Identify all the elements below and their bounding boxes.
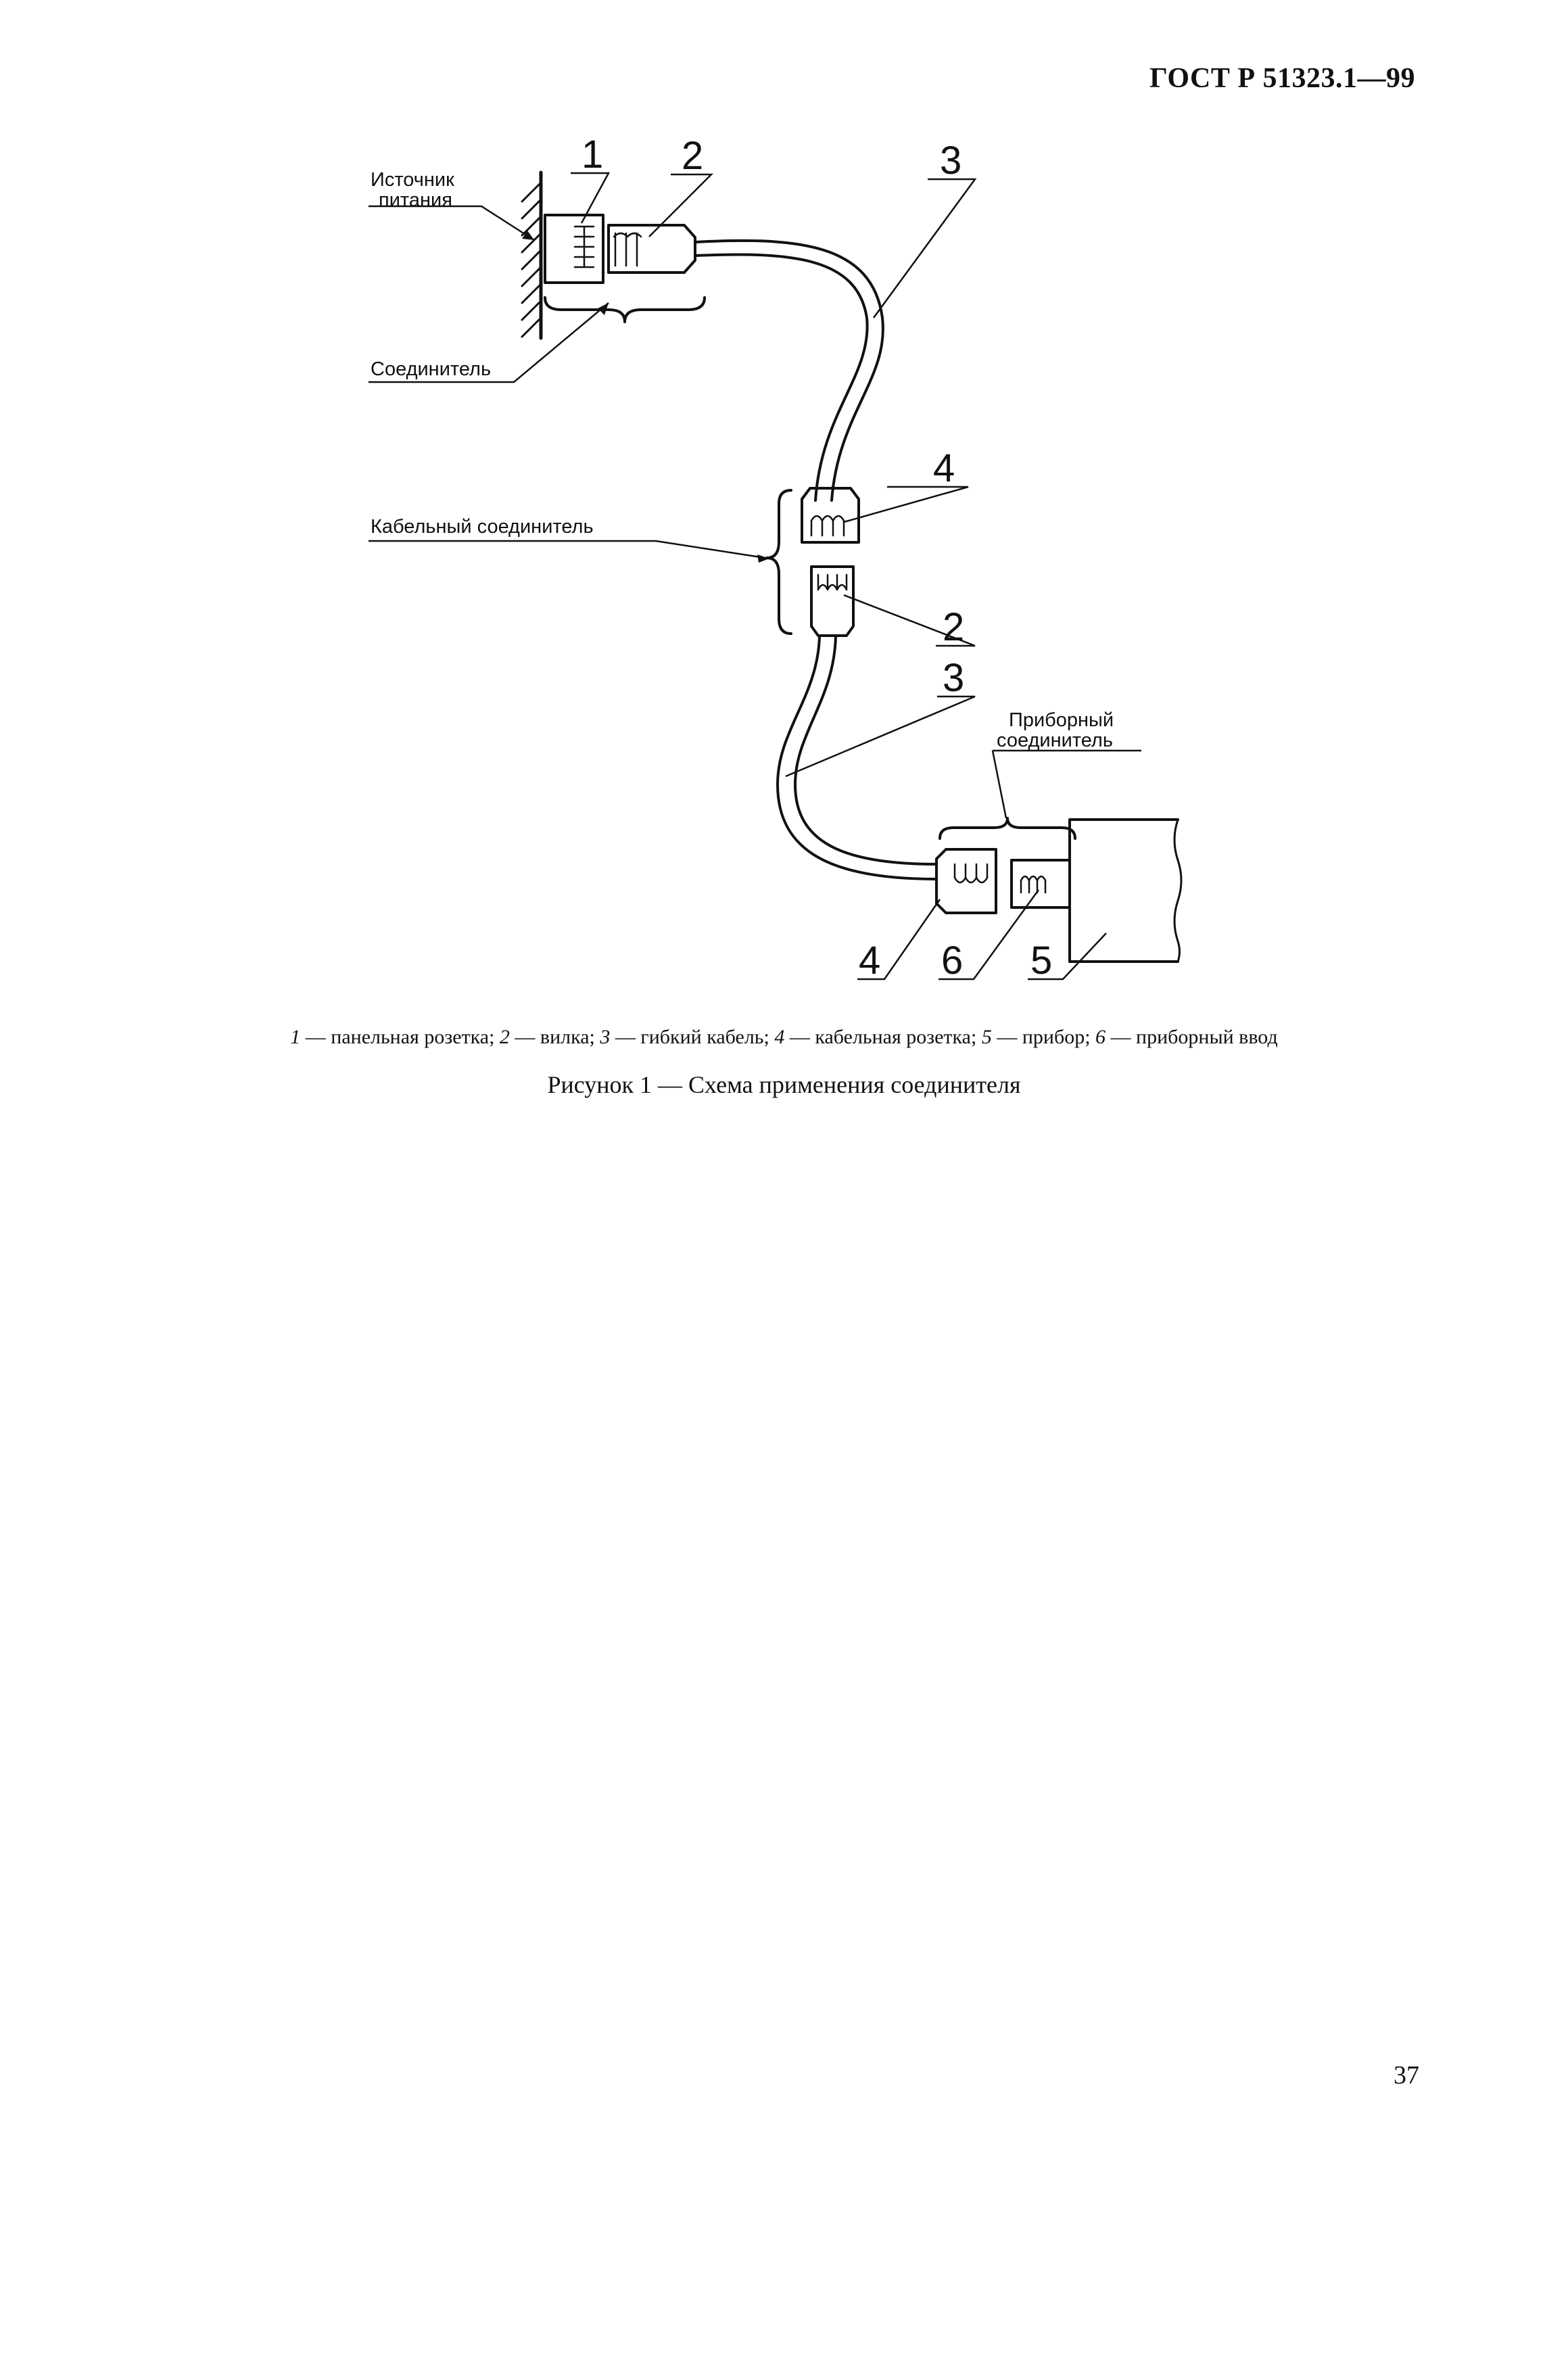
legend-key-5: 5 — [981, 1026, 992, 1048]
legend-key-1: 1 — [290, 1026, 301, 1048]
legend-text-6: приборный ввод — [1136, 1026, 1278, 1048]
connector-bracket-top — [545, 298, 705, 322]
callout-5: 5 — [1030, 939, 1053, 983]
appliance-connector-bracket — [940, 818, 1075, 839]
callout-4-bottom: 4 — [859, 939, 881, 983]
leader-lines — [369, 173, 1141, 979]
callout-4-middle: 4 — [933, 446, 955, 490]
panel-socket-1 — [545, 215, 603, 283]
legend-text-3: гибкий кабель — [640, 1026, 764, 1048]
label-cable-connector: Кабельный соединитель — [371, 516, 594, 538]
diagram-canvas — [0, 0, 1568, 1014]
callout-2-middle: 2 — [943, 605, 965, 649]
wall-hatching — [522, 172, 541, 338]
callout-3-top: 3 — [940, 139, 962, 183]
cable-socket-4-middle — [802, 488, 859, 542]
cable-connector-bracket — [767, 490, 791, 634]
legend-text-5: прибор — [1022, 1026, 1085, 1048]
callout-2-top: 2 — [682, 134, 704, 178]
label-appliance-connector-line1: Приборный — [1009, 709, 1114, 731]
label-connector: Соединитель — [371, 358, 492, 380]
cable-3-top — [695, 241, 883, 500]
callout-1: 1 — [581, 133, 604, 176]
callout-6: 6 — [941, 939, 964, 983]
cable-3-bottom — [778, 636, 936, 879]
legend-text-4: кабельная розетка — [815, 1026, 971, 1048]
plug-2-middle — [811, 567, 853, 636]
label-appliance-connector-line2: соединитель — [997, 730, 1113, 751]
document-number: ГОСТ Р 51323.1—99 — [1149, 63, 1415, 94]
legend-key-6: 6 — [1095, 1026, 1106, 1048]
connector-application-diagram — [0, 0, 1568, 1014]
legend-text-1: панельная розетка — [331, 1026, 490, 1048]
figure-caption: Рисунок 1 — Схема применения соединителя — [547, 1071, 1021, 1098]
appliance-5 — [1070, 820, 1181, 962]
figure-legend: 1 — панельная розетка; 2 — вилка; 3 — гибкий кабель; 4 — кабельная розетка; 5 — прибор; 6 — приборный ввод — [290, 1026, 1278, 1048]
legend-text-2: вилка — [540, 1026, 590, 1048]
legend-key-2: 2 — [499, 1026, 510, 1048]
arrowheads — [522, 231, 769, 563]
label-power-source-line1: Источник — [371, 169, 454, 191]
legend-key-3: 3 — [600, 1026, 611, 1048]
callout-3-middle: 3 — [943, 656, 965, 700]
appliance-inlet-6 — [1012, 860, 1070, 907]
plug-2-top — [609, 225, 695, 273]
legend-key-4: 4 — [774, 1026, 785, 1048]
cable-socket-4-bottom — [936, 849, 996, 913]
page-number: 37 — [1394, 2061, 1419, 2090]
label-power-source-line2: питания — [379, 189, 452, 211]
